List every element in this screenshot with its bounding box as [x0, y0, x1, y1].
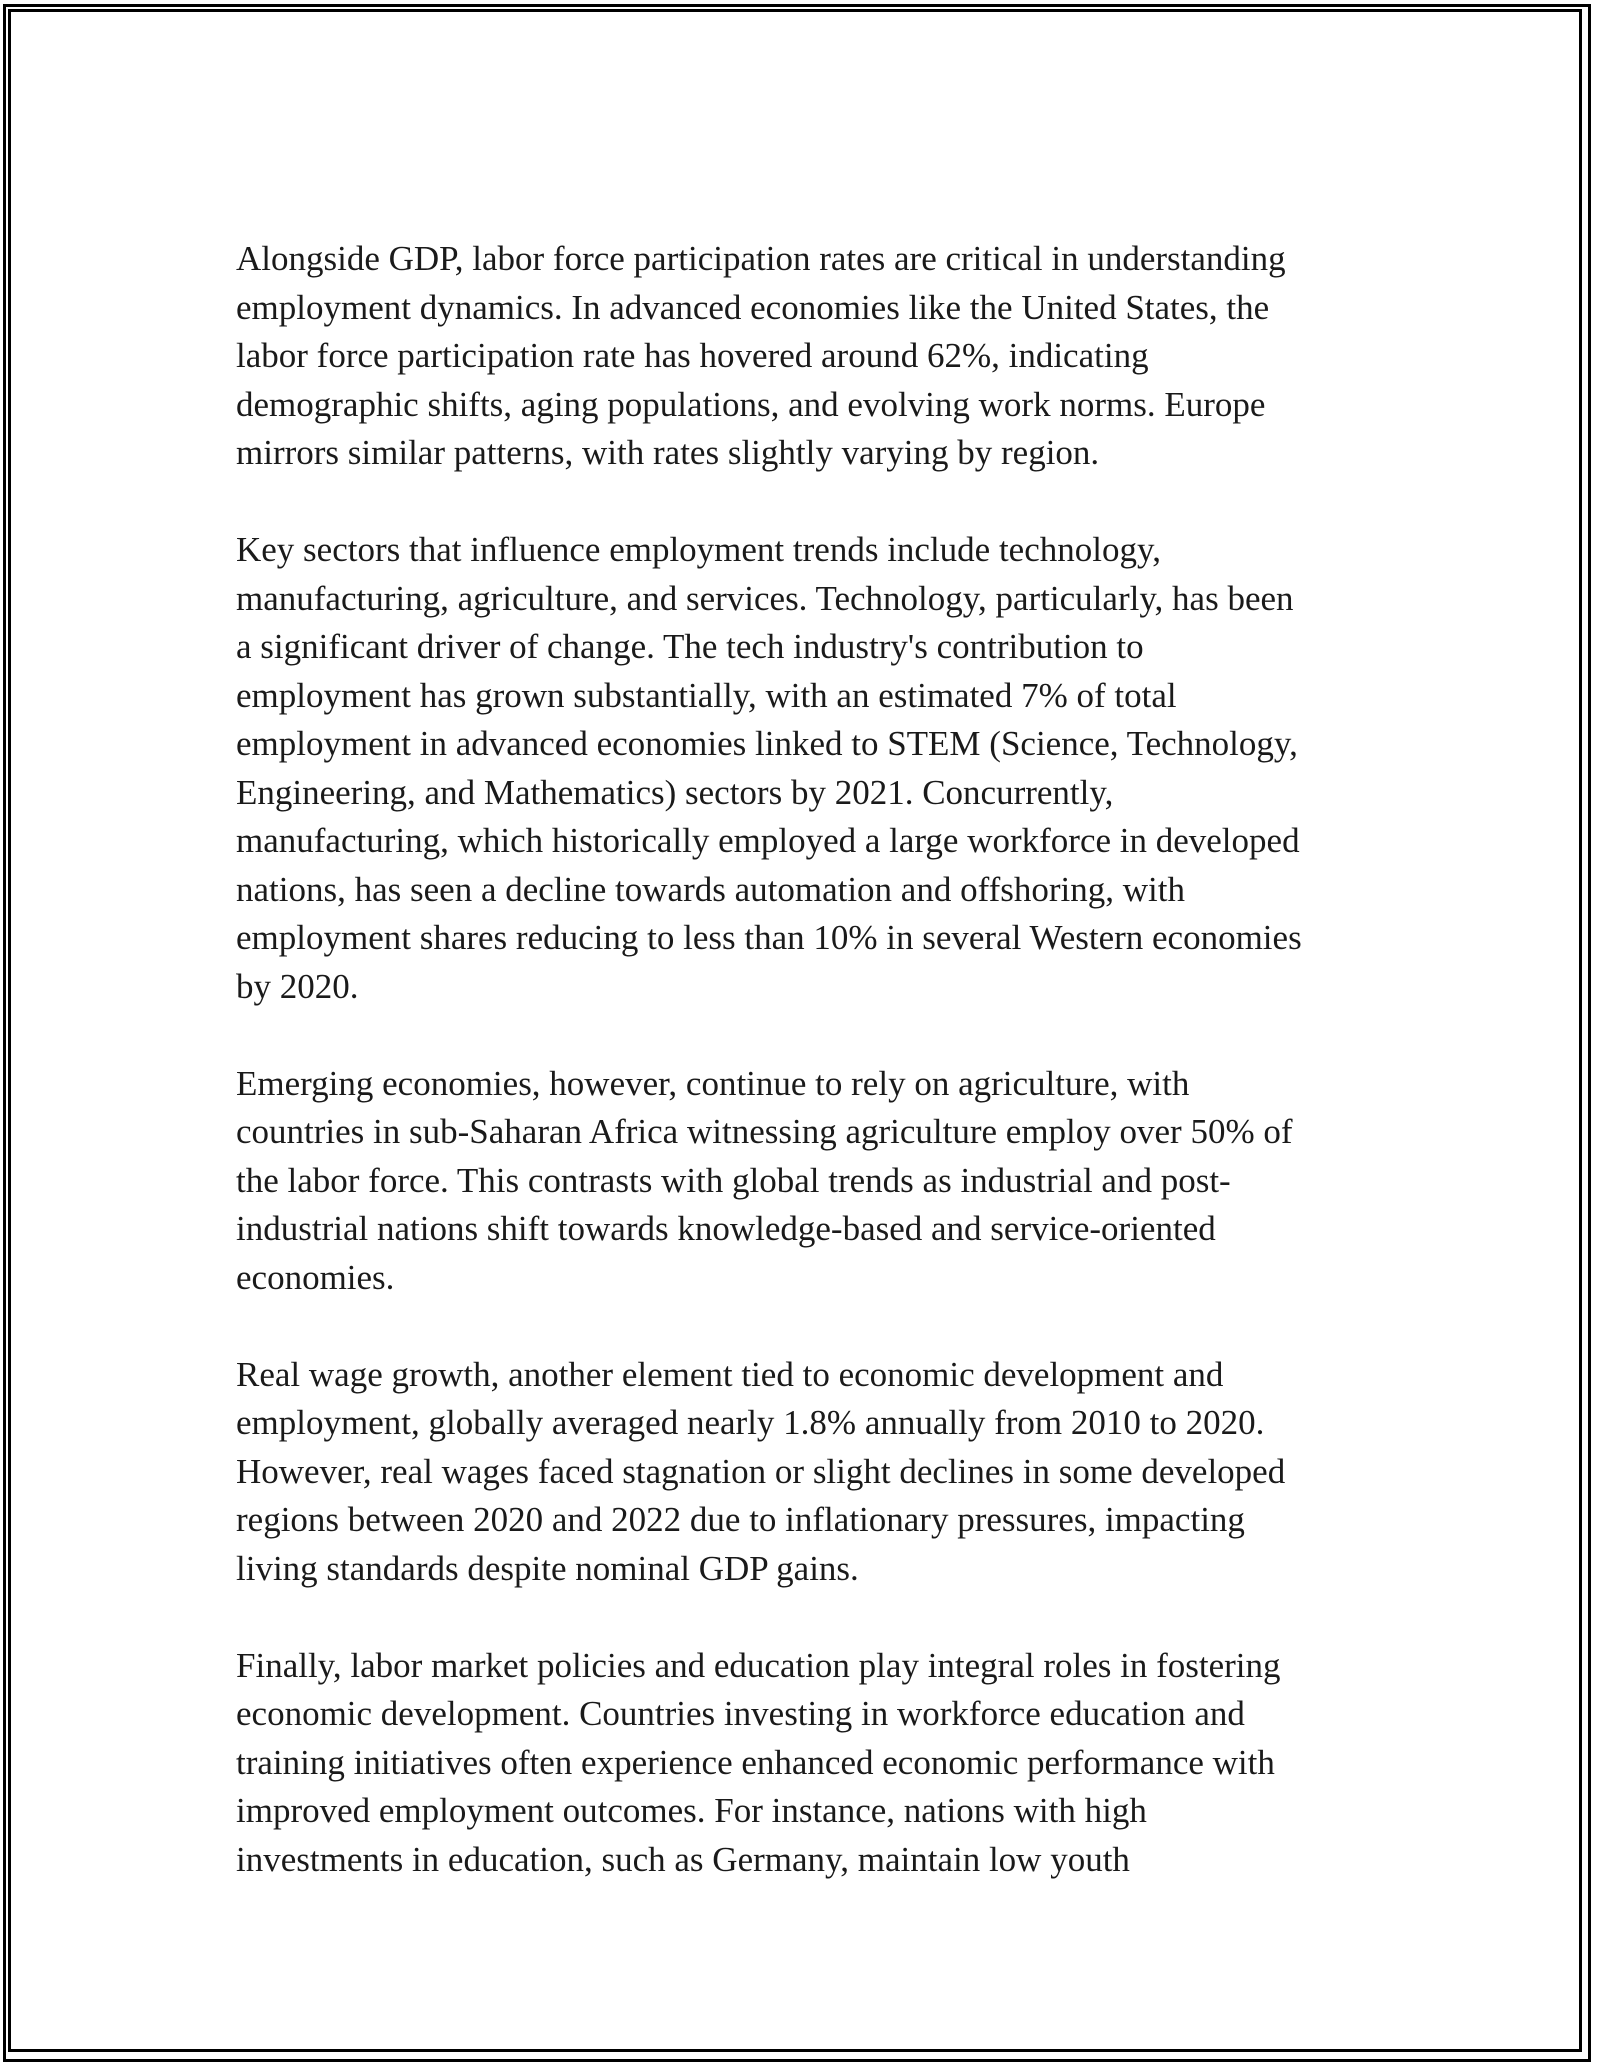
- text-line: Alongside GDP, labor force participation rates are critical in understanding: [236, 239, 1286, 278]
- text-line: nations, has seen a decline towards automation and offshoring, with: [236, 869, 1185, 909]
- text-line: investments in education, such as Germany, maintain low youth: [236, 1839, 1130, 1879]
- text-line: by 2020.: [236, 966, 359, 1006]
- paragraph-real-wage-growth: [236, 1351, 1386, 1594]
- text-line: employment, globally averaged nearly 1.8% annually from 2010 to 2020.: [236, 1403, 1265, 1442]
- text-line: Emerging economies, however, continue to rely on agriculture, with: [236, 1063, 1190, 1103]
- text-line: employment has grown substantially, with an estimated 7% of total: [236, 675, 1177, 715]
- text-line: Key sectors that influence employment trends include technology,: [236, 530, 1161, 569]
- paragraph-labor-participation: [236, 235, 1386, 478]
- text-line: countries in sub-Saharan Africa witnessing agriculture employ over 50% of: [236, 1112, 1293, 1151]
- text-line: industrial nations shift towards knowledge-based and service-oriented: [236, 1209, 1216, 1248]
- text-line: labor force participation rate has hovered around 62%, indicating: [236, 336, 1149, 375]
- text-line: However, real wages faced stagnation or slight declines in some developed: [236, 1451, 1286, 1491]
- text-line: economic development. Countries investing in workforce education and: [236, 1694, 1245, 1733]
- text-line: employment dynamics. In advanced economies like the United States, the: [236, 287, 1270, 327]
- text-line: the labor force. This contrasts with global trends as industrial and post-: [236, 1160, 1231, 1200]
- text-line: Finally, labor market policies and education play integral roles in fostering: [236, 1645, 1281, 1685]
- paragraph-key-sectors: [236, 526, 1386, 1011]
- text-line: training initiatives often experience enhanced economic performance with: [236, 1742, 1275, 1782]
- text-line: employment shares reducing to less than 10% in several Western economies: [236, 918, 1302, 957]
- text-line: demographic shifts, aging populations, and evolving work norms. Europe: [236, 384, 1266, 424]
- text-line: Real wage growth, another element tied to economic development and: [236, 1354, 1224, 1394]
- text-line: a significant driver of change. The tech industry's contribution to: [236, 627, 1144, 666]
- text-line: regions between 2020 and 2022 due to inflationary pressures, impacting: [236, 1500, 1245, 1539]
- paragraph-labor-policies: [236, 1642, 1386, 1885]
- text-line: Engineering, and Mathematics) sectors by 2021. Concurrently,: [236, 772, 1114, 812]
- text-line: manufacturing, which historically employed a large workforce in developed: [236, 821, 1300, 860]
- document-body: [236, 235, 1386, 1884]
- text-line: employment in advanced economies linked to STEM (Science, Technology,: [236, 724, 1298, 763]
- paragraph-emerging-economies: [236, 1060, 1386, 1303]
- text-line: living standards despite nominal GDP gains.: [236, 1548, 859, 1588]
- text-line: improved employment outcomes. For instance, nations with high: [236, 1791, 1147, 1830]
- text-line: mirrors similar patterns, with rates slightly varying by region.: [236, 433, 1100, 472]
- text-line: economies.: [236, 1257, 395, 1297]
- text-line: manufacturing, agriculture, and services. Technology, particularly, has been: [236, 578, 1294, 618]
